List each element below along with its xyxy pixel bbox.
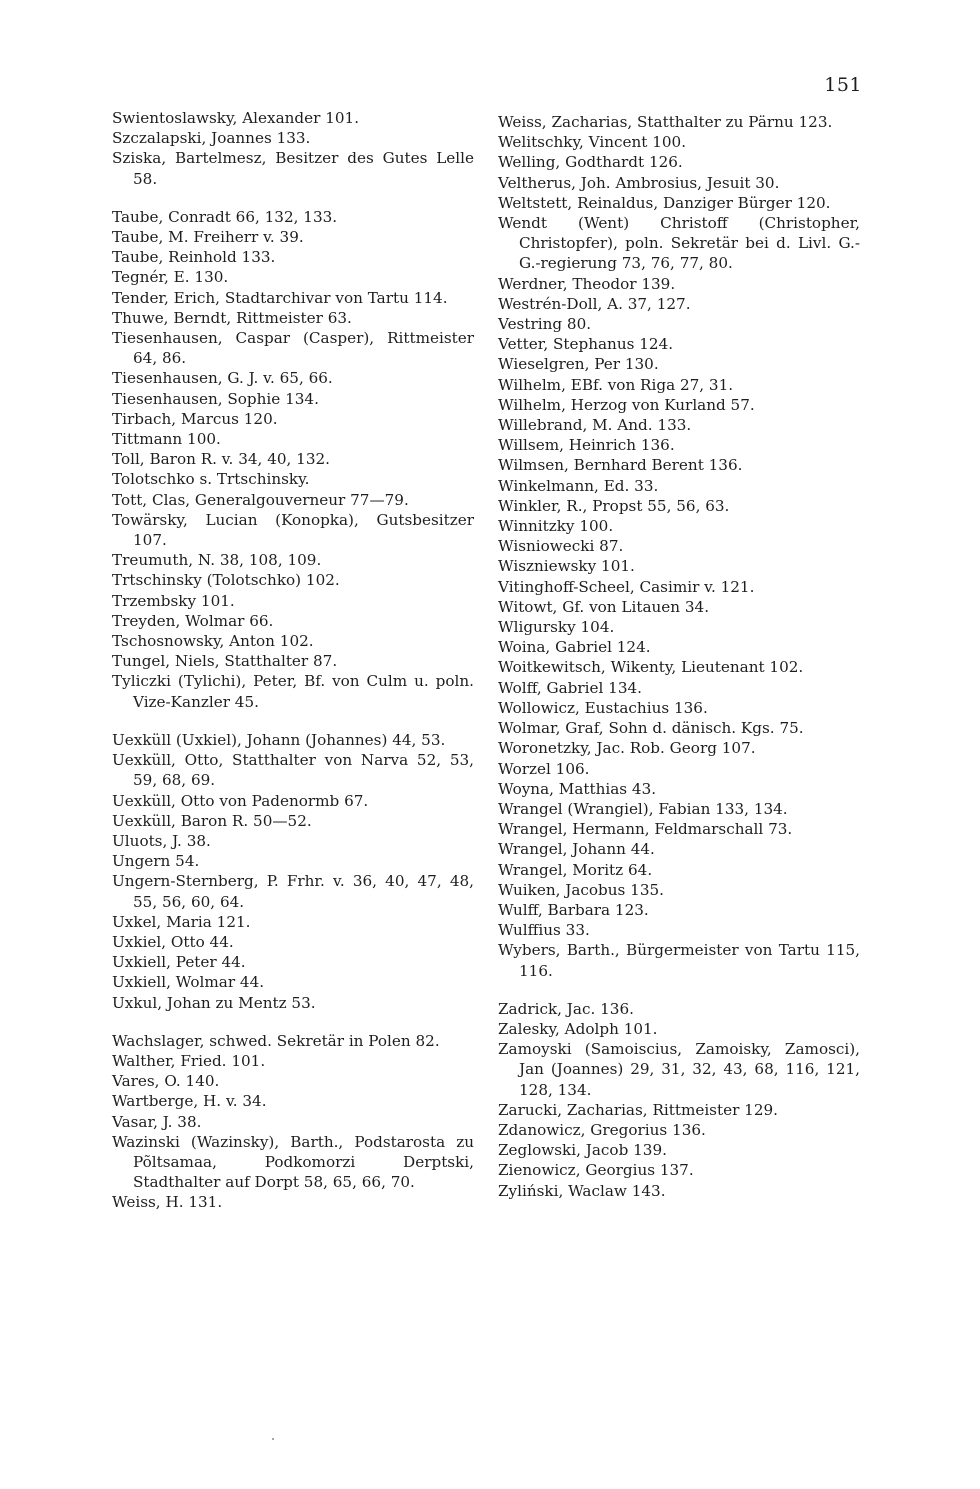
- index-entry: Wuiken, Jacobus 135.: [498, 880, 664, 899]
- index-entry: Woitkewitsch, Wikenty, Lieutenant 102.: [498, 658, 804, 677]
- index-entry: Vestring 80.: [498, 315, 592, 334]
- index-entry: Tirbach, Marcus 120.: [112, 409, 278, 428]
- index-column-right: [498, 112, 860, 1201]
- index-entry: Woina, Gabriel 124.: [498, 638, 651, 657]
- index-entry: Zyliński, Waclaw 143.: [498, 1181, 666, 1200]
- index-entry: Winnitzky 100.: [498, 517, 614, 536]
- index-entry: Taube, Conradt 66, 132, 133.: [112, 207, 338, 226]
- index-entry: Zeglowski, Jacob 139.: [498, 1141, 667, 1160]
- index-entry: Tittmann 100.: [112, 430, 221, 449]
- section-gap: [112, 712, 474, 730]
- index-entry: Weltstett, Reinaldus, Danziger Bürger 120.: [498, 193, 831, 212]
- index-entry: Vasar, J. 38.: [112, 1112, 202, 1131]
- index-entry: Treyden, Wolmar 66.: [112, 611, 274, 630]
- index-entry: Wrangel, Moritz 64.: [498, 860, 653, 879]
- section-gap: [112, 189, 474, 207]
- index-entry: Toll, Baron R. v. 34, 40, 132.: [112, 450, 330, 469]
- index-entry: Wisniowecki 87.: [498, 537, 624, 556]
- index-entry: Uexküll, Baron R. 50—52.: [112, 811, 312, 830]
- index-entry: Wazinski (Wazinsky), Barth., Podstarosta zu Põltsamaa, Podkomorzi Derptski, Stadthalter auf Dorpt 58, 65, 66, 70.: [112, 1132, 474, 1192]
- index-entry: Wartberge, H. v. 34.: [112, 1092, 267, 1111]
- index-entry: Tiesenhausen, Caspar (Casper), Rittmeister 64, 86.: [112, 329, 474, 368]
- index-entry: Westrén-Doll, A. 37, 127.: [498, 294, 691, 313]
- index-entry: Welitschky, Vincent 100.: [498, 133, 687, 152]
- index-entry: Wrangel, Johann 44.: [498, 840, 655, 859]
- index-entry: Wollowicz, Eustachius 136.: [498, 698, 708, 717]
- index-column-left: [112, 108, 474, 1213]
- index-entry: Taube, M. Freiherr v. 39.: [112, 228, 304, 247]
- index-entry: Zamoyski (Samoiscius, Zamoisky, Zamosci), Jan (Joannes) 29, 31, 32, 43, 68, 116, 121, 128, 134.: [498, 1040, 860, 1099]
- index-entry: Thuwe, Berndt, Rittmeister 63.: [112, 308, 352, 327]
- index-entry: Uexküll, Otto von Padenormb 67.: [112, 791, 369, 810]
- index-entry: Tyliczki (Tylichi), Peter, Bf. von Culm u. poln. Vize-Kanzler 45.: [112, 672, 474, 711]
- index-entry: Willsem, Heinrich 136.: [498, 436, 675, 455]
- index-entry: Uexküll, Otto, Statthalter von Narva 52, 53, 59, 68, 69.: [112, 751, 474, 790]
- index-entry: Wrangel, Hermann, Feldmarschall 73.: [498, 820, 793, 839]
- index-entry: Uluots, J. 38.: [112, 831, 211, 850]
- index-entry: Weiss, H. 131.: [112, 1193, 223, 1212]
- index-entry: Witowt, Gf. von Litauen 34.: [498, 597, 710, 616]
- index-entry: Uxkiell, Peter 44.: [112, 953, 246, 972]
- index-entry: Wolmar, Graf, Sohn d. dänisch. Kgs. 75.: [498, 719, 804, 738]
- index-entry: Tiesenhausen, G. J. v. 65, 66.: [112, 369, 333, 388]
- index-entry: Uexküll (Uxkiel), Johann (Johannes) 44, 53.: [112, 730, 446, 749]
- index-entry: Wilhelm, Herzog von Kurland 57.: [498, 395, 755, 414]
- index-entry: Walther, Fried. 101.: [112, 1051, 266, 1070]
- index-entry: Tender, Erich, Stadtarchivar von Tartu 114.: [112, 288, 448, 307]
- section-gap: [498, 981, 860, 999]
- index-entry: Wulffius 33.: [498, 921, 590, 940]
- index-entry: Szczalapski, Joannes 133.: [112, 129, 311, 148]
- index-entry: Wendt (Went) Christoff (Christopher, Christopfer), poln. Sekretär bei d. Livl. G.-G.-regierung 73, 76, 77, 80.: [498, 214, 860, 273]
- index-entry: Zdanowicz, Gregorius 136.: [498, 1120, 706, 1139]
- index-entry: Werdner, Theodor 139.: [498, 274, 676, 293]
- index-entry: Zienowicz, Georgius 137.: [498, 1161, 694, 1180]
- index-entry: Worzel 106.: [498, 759, 590, 778]
- index-entry: Wieselgren, Per 130.: [498, 355, 659, 374]
- index-entry: Vitinghoff-Scheel, Casimir v. 121.: [498, 577, 755, 596]
- index-entry: Trzembsky 101.: [112, 591, 235, 610]
- index-entry: Woyna, Matthias 43.: [498, 779, 657, 798]
- index-entry: Treumuth, N. 38, 108, 109.: [112, 551, 322, 570]
- index-entry: Uxkiell, Wolmar 44.: [112, 973, 265, 992]
- index-entry: Welling, Godthardt 126.: [498, 153, 683, 172]
- index-entry: Zadrick, Jac. 136.: [498, 999, 634, 1018]
- index-entry: Taube, Reinhold 133.: [112, 248, 276, 267]
- index-entry: Winkler, R., Propst 55, 56, 63.: [498, 496, 730, 515]
- index-entry: Uxkul, Johan zu Mentz 53.: [112, 993, 316, 1012]
- index-entry: Wolff, Gabriel 134.: [498, 678, 642, 697]
- index-entry: Weiss, Zacharias, Statthalter zu Pärnu 123.: [498, 113, 833, 131]
- index-entry: Wilhelm, EBf. von Riga 27, 31.: [498, 375, 734, 394]
- index-entry: Vares, O. 140.: [112, 1072, 220, 1091]
- index-entry: Wachslager, schwed. Sekretär in Polen 82.: [112, 1031, 440, 1050]
- print-speck: [272, 1438, 274, 1440]
- index-entry: Uxkel, Maria 121.: [112, 912, 251, 931]
- section-gap: [112, 1013, 474, 1031]
- index-entry: Willebrand, M. And. 133.: [498, 416, 692, 435]
- index-entry: Tungel, Niels, Statthalter 87.: [112, 652, 338, 671]
- index-entry: Tschosnowsky, Anton 102.: [112, 632, 314, 651]
- index-entry: Woronetzky, Jac. Rob. Georg 107.: [498, 739, 756, 758]
- index-entry: Tiesenhausen, Sophie 134.: [112, 389, 319, 408]
- index-entry: Trtschinsky (Tolotschko) 102.: [112, 571, 340, 590]
- index-entry: Wligursky 104.: [498, 618, 615, 637]
- index-entry: Swientoslawsky, Alexander 101.: [112, 109, 360, 127]
- index-entry: Veltherus, Joh. Ambrosius, Jesuit 30.: [498, 173, 780, 192]
- index-entry: Wybers, Barth., Bürgermeister von Tartu 115, 116.: [498, 941, 860, 980]
- index-entry: Wrangel (Wrangiel), Fabian 133, 134.: [498, 799, 788, 818]
- index-entry: Towärsky, Lucian (Konopka), Gutsbesitzer 107.: [112, 510, 474, 550]
- index-entry: Ungern 54.: [112, 852, 200, 871]
- index-entry: Zarucki, Zacharias, Rittmeister 129.: [498, 1100, 778, 1119]
- index-entry: Wiszniewsky 101.: [498, 557, 635, 576]
- index-entry: Winkelmann, Ed. 33.: [498, 476, 659, 495]
- index-entry: Ungern-Sternberg, P. Frhr. v. 36, 40, 47, 48, 55, 56, 60, 64.: [112, 872, 474, 911]
- index-entry: Tegnér, E. 130.: [112, 268, 229, 287]
- index-entry: Sziska, Bartelmesz, Besitzer des Gutes Lelle 58.: [112, 149, 474, 188]
- index-entry: Uxkiel, Otto 44.: [112, 932, 234, 951]
- index-entry: Wilmsen, Bernhard Berent 136.: [498, 456, 743, 475]
- index-entry: Vetter, Stephanus 124.: [498, 335, 674, 354]
- index-entry: Tolotschko s. Trtschinsky.: [112, 470, 310, 489]
- page-number: 151: [824, 74, 862, 96]
- index-entry: Tott, Clas, Generalgouverneur 77—79.: [112, 490, 409, 509]
- index-entry: Wulff, Barbara 123.: [498, 900, 649, 919]
- index-entry: Zalesky, Adolph 101.: [498, 1019, 658, 1038]
